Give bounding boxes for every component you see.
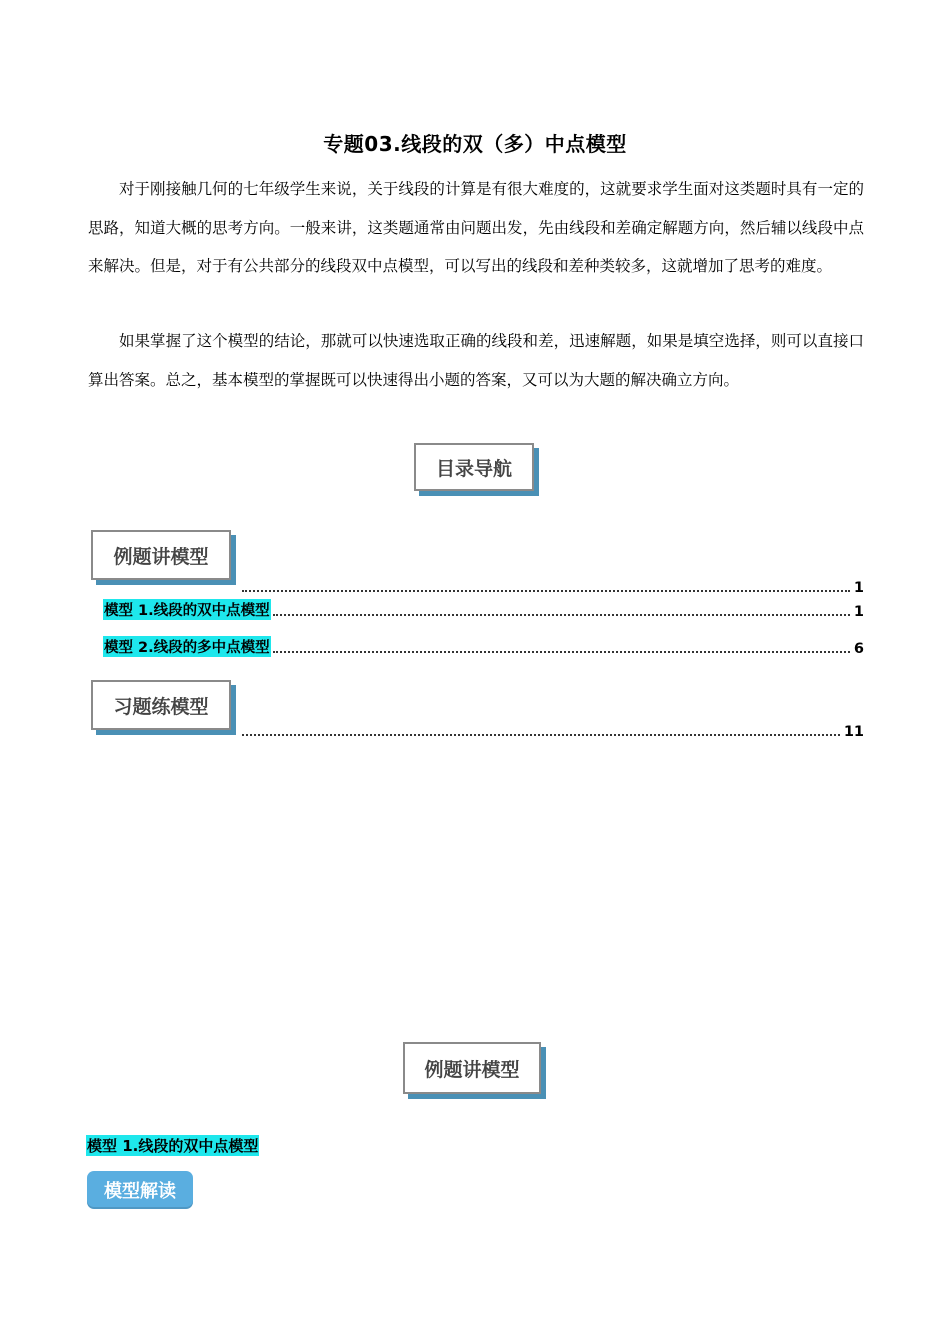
intro-paragraph-1: 对于刚接触几何的七年级学生来说，关于线段的计算是有很大难度的，这就要求学生面对这类题时具有一定的思路，知道大概的思考方向。一般来讲，这类题通常由问题出发，先由线段和差确定解题方向，然后辅以线段中点来解决。但是，对于有公共部分的线段双中点模型，可以写出的线段和差种类较多，这就增加了思考的难度。 <box>88 180 864 275</box>
toc-row-examples[interactable] <box>240 576 864 596</box>
toc-section-badge-exercises: 习题练模型 <box>91 680 231 730</box>
intro-paragraph-2: 如果掌握了这个模型的结论，那就可以快速选取正确的线段和差，迅速解题，如果是填空选择，则可以直接口算出答案。总之，基本模型的掌握既可以快速得出小题的答案，又可以为大题的解决确立方向。 <box>88 332 864 389</box>
section-badge-examples: 例题讲模型 <box>403 1042 541 1094</box>
model-1-heading: 模型 1.线段的双中点模型 <box>87 1137 259 1155</box>
toc-item-label: 模型 1.线段的双中点模型 <box>103 599 271 620</box>
toc-row-exercises[interactable] <box>240 720 864 740</box>
toc-leader-dots <box>242 734 840 736</box>
toc-item-label: 模型 2.线段的多中点模型 <box>103 636 271 657</box>
toc-section-badge-examples: 例题讲模型 <box>91 530 231 580</box>
toc-leader-dots <box>242 590 850 592</box>
toc-page-number: 1 <box>853 580 864 596</box>
toc-row-model-2[interactable] <box>103 637 864 657</box>
navigation-badge: 目录导航 <box>414 443 534 491</box>
toc-page-number: 11 <box>843 724 864 740</box>
toc-leader-dots <box>273 614 850 616</box>
toc-page-number: 1 <box>853 604 864 620</box>
document-title: 专题03.线段的双（多）中点模型 <box>323 132 627 156</box>
toc-row-model-1[interactable] <box>103 600 864 620</box>
toc-page-number: 6 <box>853 641 864 657</box>
model-interpretation-button[interactable]: 模型解读 <box>87 1171 193 1209</box>
toc-leader-dots <box>273 651 850 653</box>
